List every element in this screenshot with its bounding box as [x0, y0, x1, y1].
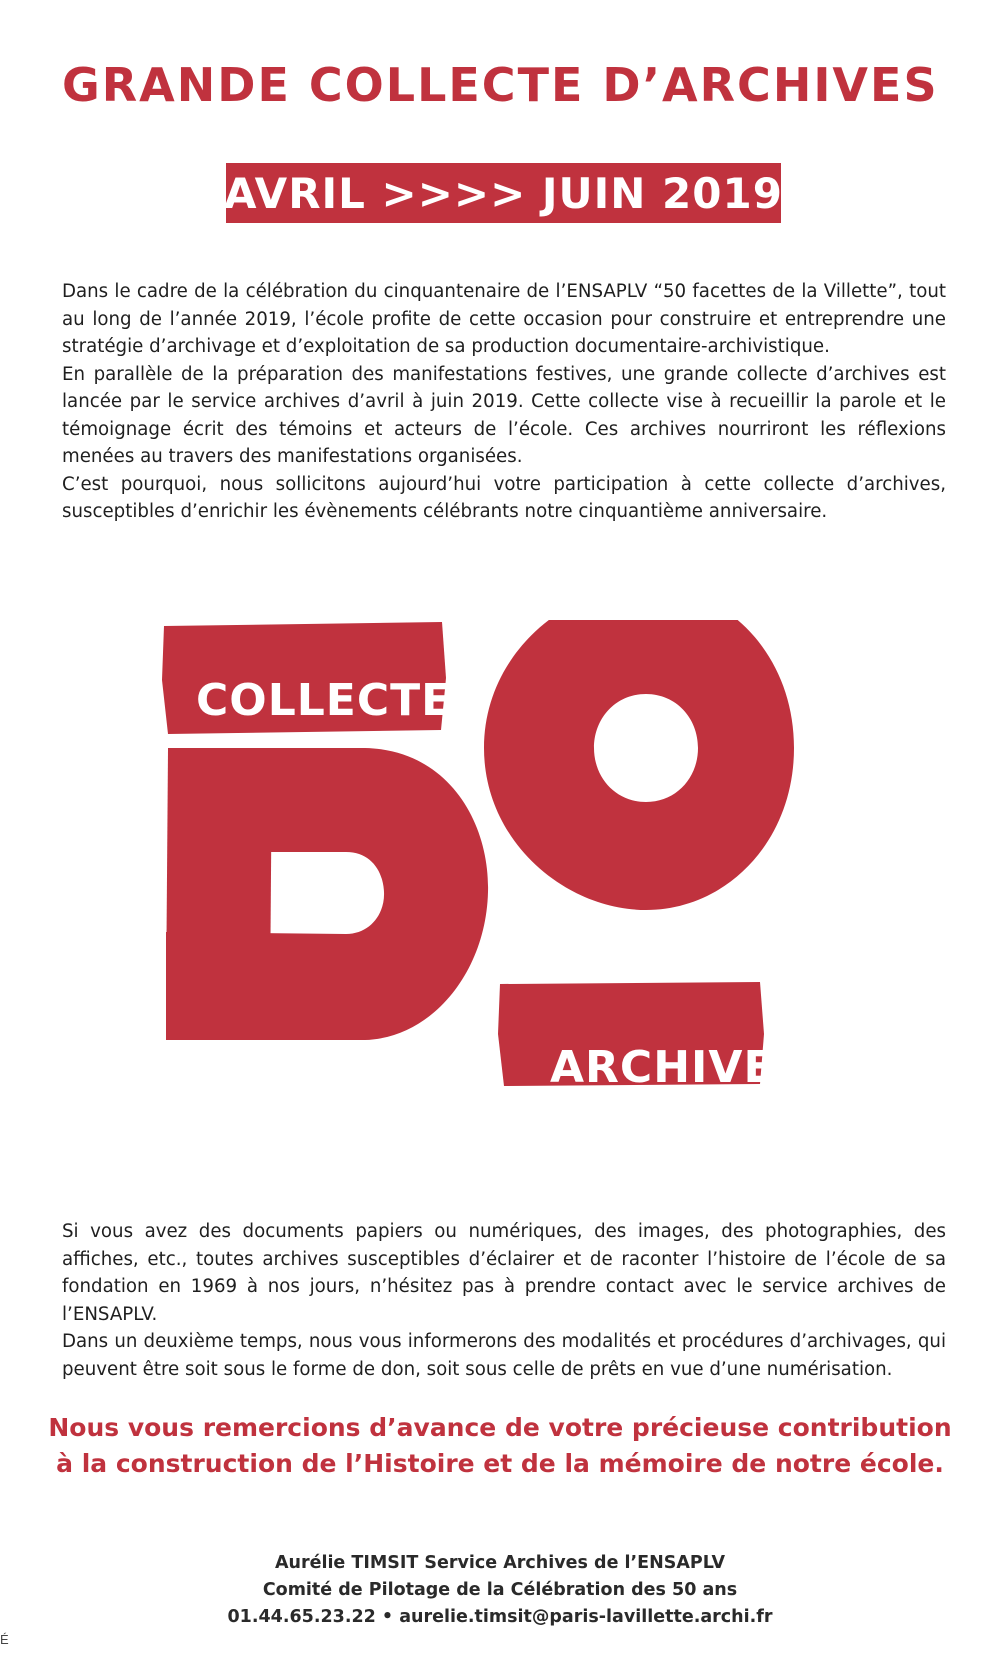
- intro-text: [62, 278, 946, 526]
- archives-label: ARCHIVES: [550, 1042, 808, 1093]
- thanks-line: Nous vous remercions d’avance de votre précieuse contribution: [48, 1413, 952, 1442]
- thanks-message: [40, 1410, 960, 1482]
- signature-committee: Comité de Pilotage de la Célébration des 50 ans: [262, 1580, 738, 1600]
- contact-paragraph: Dans un deuxième temps, nous vous informerons des modalités et procédures d’archivages, qui peuvent être soit sous le forme de don, soit sous celle de prêts en vue d’une numérisation.: [62, 1331, 946, 1380]
- intro-paragraph: En parallèle de la préparation des manifestations festives, une grande collecte d’archives est lancée par le service archives d’avril à juin 2019. Cette collecte vise à recueillir la parole et le témoignage écrit des témoins et acteurs de l’école. Ces archives nourriront les réflexions menées au travers des manifestations organisées.: [62, 363, 946, 467]
- intro-paragraph: C’est pourquoi, nous sollicitons aujourd’hui votre participation à cette collecte d’archives, susceptibles d’enrichir les évènements célébrants notre cinquantième anniversaire.: [62, 473, 946, 522]
- signature-name: Aurélie TIMSIT Service Archives de l’ENSAPLV: [274, 1553, 726, 1573]
- zero-ring: [484, 620, 794, 910]
- contact-paragraph: Si vous avez des documents papiers ou numériques, des images, des photographies, des affiches, etc., toutes archives susceptibles d’éclairer et de raconter l’histoire de l’école de sa fondation en 1969 à nos jours, n’hésitez pas à prendre contact avec le service archives de l’ENSAPLV.: [62, 1221, 946, 1325]
- poster-title: GRANDE COLLECTE D’ARCHIVES: [62, 58, 939, 112]
- signature-contact: 01.44.65.23.22 • aurelie.timsit@paris-lavillette.archi.fr: [227, 1607, 773, 1627]
- intro-paragraph: Dans le cadre de la célébration du cinquantenaire de l’ENSAPLV “50 facettes de la Villette”, tout au long de l’année 2019, l’école profite de cette occasion pour construire et entreprendre une stratégie d’archivage et d’exploitation de sa production documentaire-archivistique.: [62, 281, 946, 357]
- date-range-banner: AVRIL >>>> JUIN 2019: [226, 163, 781, 223]
- edge-mark: É: [0, 1632, 9, 1647]
- thanks-line: à la construction de l’Histoire et de la mémoire de notre école.: [56, 1449, 944, 1478]
- collecte-label: COLLECTE: [196, 675, 453, 726]
- signature-block: [100, 1550, 900, 1631]
- contact-text: [62, 1218, 946, 1383]
- collecte-50-logo: [160, 620, 860, 1130]
